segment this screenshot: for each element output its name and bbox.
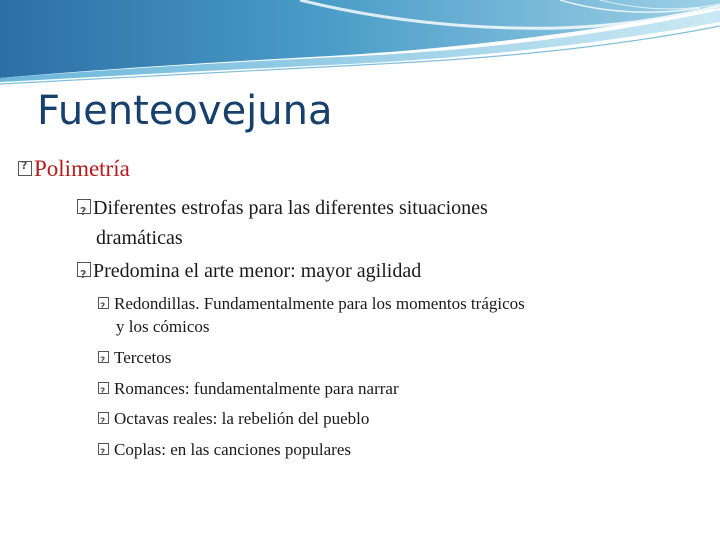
sub-bullet-text: Octavas reales: la rebelión del pueblo xyxy=(114,409,370,428)
bullet-text-continuation: dramáticas xyxy=(96,227,183,249)
bullet-icon xyxy=(98,412,109,424)
sub-bullet-point xyxy=(98,407,369,430)
bullet-icon xyxy=(98,351,109,363)
bullet-icon xyxy=(98,382,109,394)
sub-bullet-point xyxy=(98,292,525,338)
bullet-point xyxy=(77,193,488,253)
bullet-text: Predomina el arte menor: mayor agilidad xyxy=(93,260,422,282)
bullet-icon xyxy=(18,161,32,176)
bullet-icon xyxy=(77,199,91,214)
header-wave-decoration xyxy=(0,0,720,90)
bullet-text: Diferentes estrofas para las diferentes situaciones xyxy=(93,197,488,219)
heading-text: Polimetría xyxy=(34,156,130,181)
heading-polimetria xyxy=(18,156,130,182)
sub-bullet-text: Redondillas. Fundamentalmente para los momentos trágicos xyxy=(114,294,525,313)
bullet-point xyxy=(77,256,421,286)
bullet-icon xyxy=(98,443,109,455)
sub-bullet-point xyxy=(98,438,351,461)
sub-bullet-text-continuation: y los cómicos xyxy=(116,317,210,336)
bullet-icon xyxy=(77,262,91,277)
sub-bullet-point xyxy=(98,377,399,400)
bullet-icon xyxy=(98,297,109,309)
slide-title: Fuenteovejuna xyxy=(37,88,333,134)
sub-bullet-text: Romances: fundamentalmente para narrar xyxy=(114,379,399,398)
sub-bullet-point xyxy=(98,346,171,369)
sub-bullet-text: Coplas: en las canciones populares xyxy=(114,440,351,459)
sub-bullet-text: Tercetos xyxy=(114,348,172,367)
